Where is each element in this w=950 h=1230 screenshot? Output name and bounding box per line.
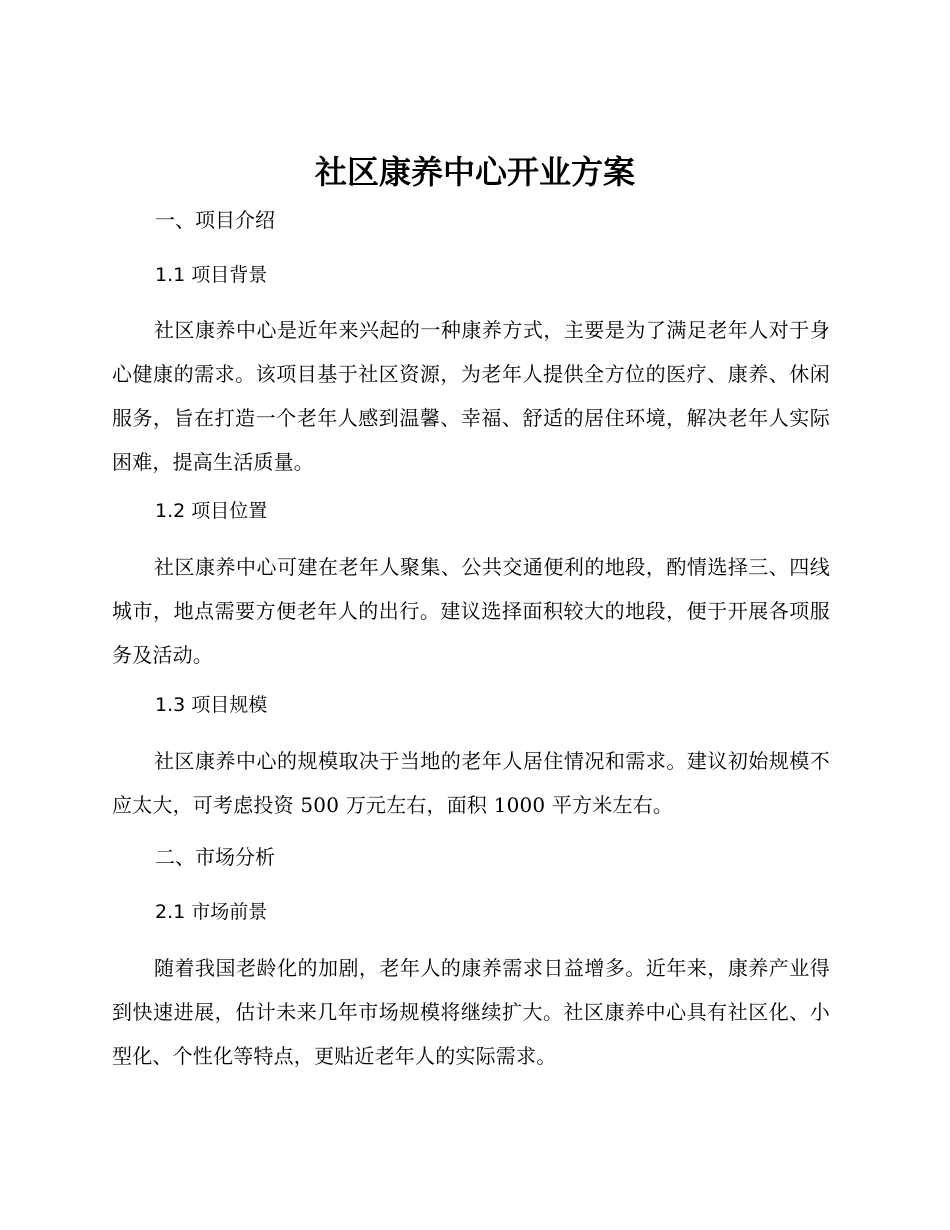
subsection-heading-scale: 1.3 项目规模 [155,694,268,716]
subsection-heading-location: 1.2 项目位置 [155,500,268,522]
subsection-heading-background: 1.1 项目背景 [155,264,268,286]
section-heading-market-analysis: 二、市场分析 [155,845,275,869]
subsection-heading-market-outlook: 2.1 市场前景 [155,901,268,923]
paragraph-market-outlook: 随着我国老龄化的加剧，老年人的康养需求日益增多。近年来，康养产业得到快速进展，估计未来几年市场规模将继续扩大。社区康养中心具有社区化、小型化、个性化等特点，更贴近老年人的实际需求。 [112,956,830,1068]
section-heading-project-intro: 一、项目介绍 [155,208,275,232]
paragraph-location: 社区康养中心可建在老年人聚集、公共交通便利的地段，酌情选择三、四线城市，地点需要方便老年人的出行。建议选择面积较大的地段，便于开展各项服务及活动。 [112,555,830,667]
document-title: 社区康养中心开业方案 [314,153,635,191]
paragraph-scale: 社区康养中心的规模取决于当地的老年人居住情况和需求。建议初始规模不应太大，可考虑投资 500 万元左右，面积 1000 平方米左右。 [112,749,830,817]
paragraph-background: 社区康养中心是近年来兴起的一种康养方式，主要是为了满足老年人对于身心健康的需求。该项目基于社区资源，为老年人提供全方位的医疗、康养、休闲服务，旨在打造一个老年人感到温馨、幸福、舒适的居住环境，解决老年人实际困难，提高生活质量。 [112,318,830,474]
